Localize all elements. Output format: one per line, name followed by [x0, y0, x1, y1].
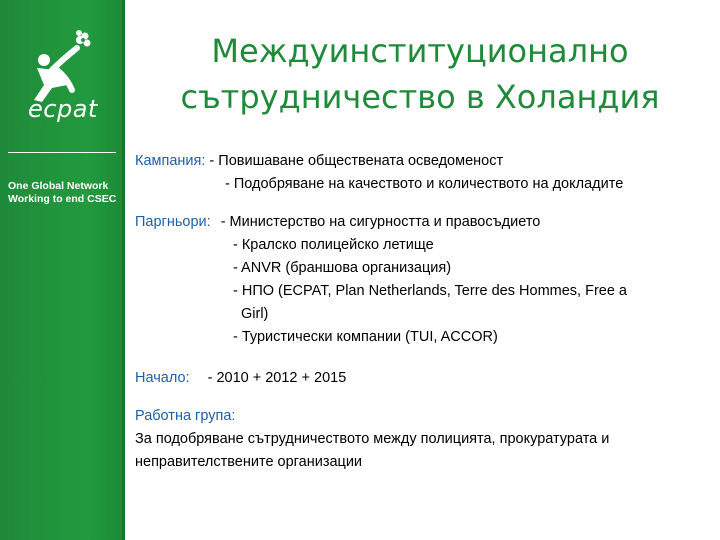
partners-item: - НПО (ECPAT, Plan Netherlands, Terre des Hommes, Free a	[233, 283, 627, 299]
title-line-1: Междуинституционално	[211, 32, 629, 70]
campaign-label: Кампания:	[135, 153, 206, 169]
partners-item: Girl)	[241, 306, 269, 322]
start-row	[135, 367, 710, 390]
campaign-item: - Повишаване обществената осведоменост	[209, 153, 504, 169]
working-group-line-1: За подобряване сътрудничеството между полицията, прокуратурата и	[135, 431, 610, 447]
slide-title	[140, 28, 700, 120]
slide-content	[135, 150, 710, 474]
campaign-row-2	[135, 173, 710, 196]
title-line-2: сътрудничество в Холандия	[180, 78, 660, 116]
campaign-row-1	[135, 150, 710, 173]
tagline-line-1: One Global Network	[8, 180, 109, 192]
sidebar	[0, 0, 124, 540]
spacer	[135, 196, 710, 211]
partners-row-1	[135, 211, 710, 234]
tagline-line-2: Working to end CSEC	[8, 193, 117, 205]
partners-label: Паргньори:	[135, 214, 211, 230]
campaign-item: - Подобряване на качеството и количеството на докладите	[225, 176, 624, 192]
sidebar-tagline	[8, 180, 116, 206]
spacer	[135, 349, 710, 367]
start-value: - 2010 + 2012 + 2015	[207, 370, 347, 386]
spacer	[135, 390, 710, 405]
sidebar-edge	[122, 0, 125, 540]
working-group-label: Работна група:	[135, 408, 236, 424]
ecpat-logo-text: ecpat	[28, 95, 98, 123]
partners-item: - ANVR (браншова организация)	[233, 260, 452, 276]
working-group-line-2: неправителствените организации	[135, 454, 363, 470]
partners-item: - Кралско полицейско летище	[233, 237, 434, 253]
partners-item: - Туристически компании (TUI, ACCOR)	[233, 329, 498, 345]
start-label: Начало:	[135, 370, 190, 386]
partners-item: - Министерство на сигурността и правосъдието	[220, 214, 541, 230]
sidebar-divider	[8, 152, 116, 153]
